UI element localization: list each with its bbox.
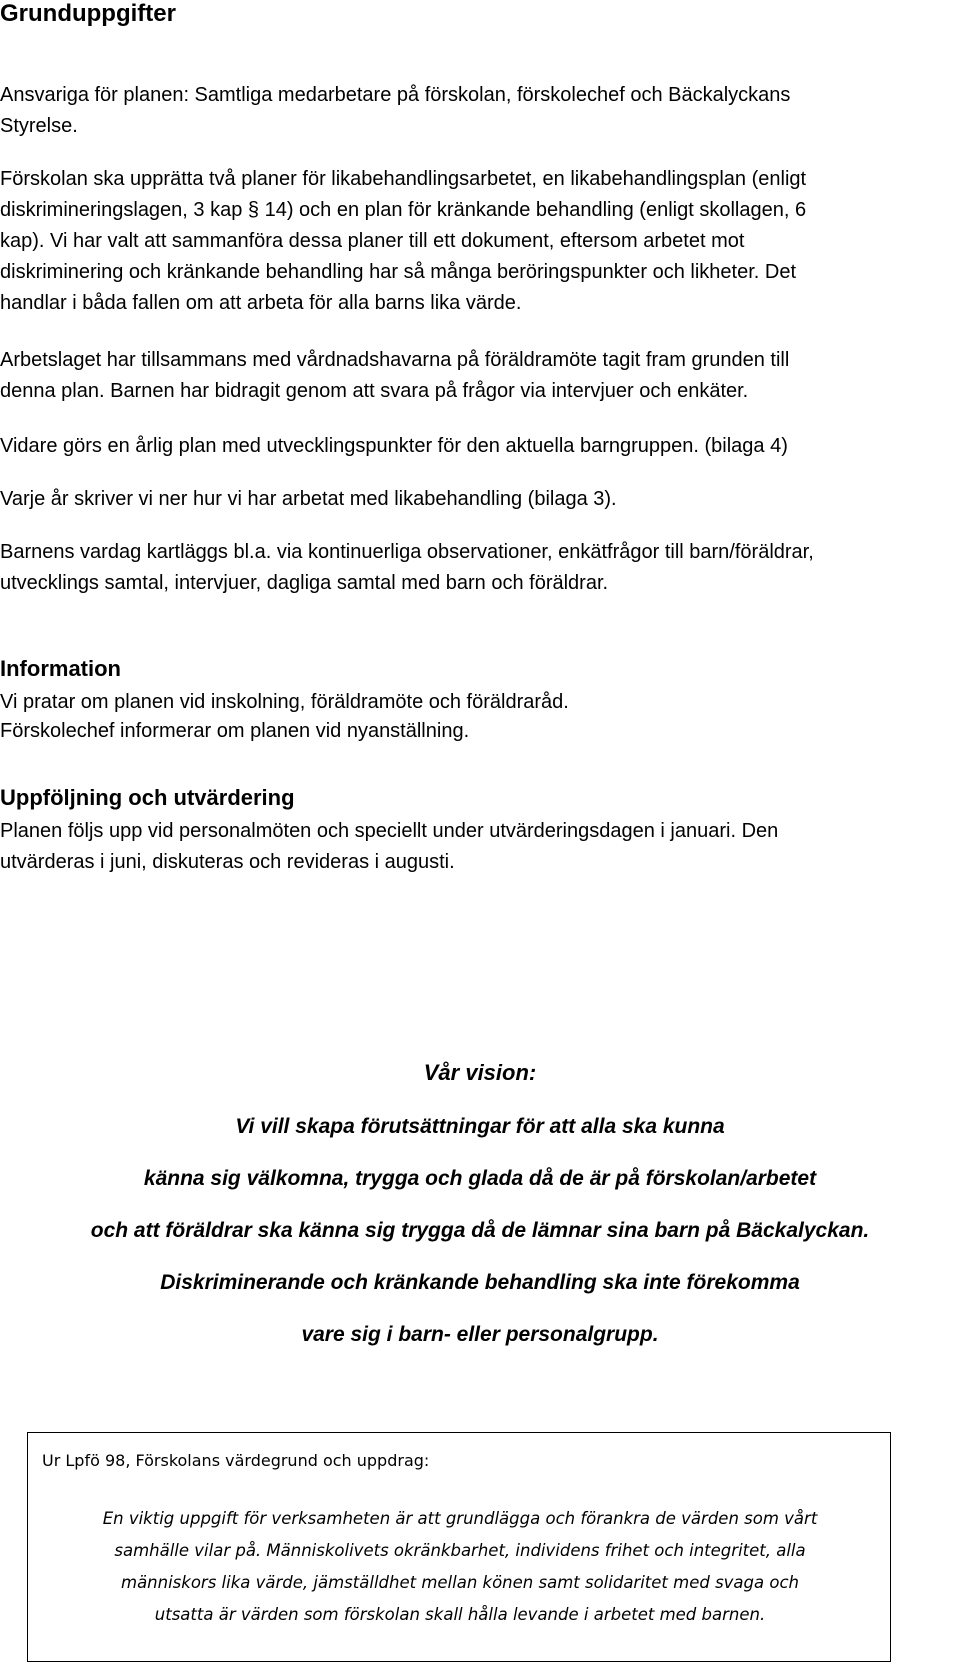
text-line: utvärderas i juni, diskuteras och revideras i augusti. [0, 851, 455, 873]
text-line: handlar i båda fallen om att arbeta för alla barns lika värde. [0, 292, 522, 314]
text-line: Planen följs upp vid personalmöten och speciellt under utvärderingsdagen i januari. Den [0, 820, 779, 842]
text-line: diskrimineringslagen, 3 kap § 14) och en plan för kränkande behandling (enligt skollagen, 6 [0, 199, 807, 221]
quote-title: Ur Lpfö 98, Förskolans värdegrund och uppdrag: [42, 1451, 430, 1470]
text-line: Styrelse. [0, 115, 78, 137]
yearly-report-paragraph: Varje år skriver vi ner hur vi har arbetat med likabehandling (bilaga 3). [0, 488, 617, 510]
text-line: Ansvariga för planen: Samtliga medarbetare på förskolan, förskolechef och Bäckalyckans [0, 84, 791, 106]
vision-title: Vår vision: [423, 1060, 537, 1085]
text-line: Förskolan ska upprätta två planer för likabehandlingsarbetet, en likabehandlingsplan (enligt [0, 168, 807, 190]
uppfoljning-heading: Uppföljning och utvärdering [0, 785, 295, 810]
text-line: utvecklings samtal, intervjuer, dagliga samtal med barn och föräldrar. [0, 572, 609, 594]
text-line: diskriminering och kränkande behandling har så många beröringspunkter och likheter. Det [0, 261, 797, 283]
text-line: Förskolechef informerar om planen vid nyanställning. [0, 720, 470, 742]
vision-line: känna sig välkomna, trygga och glada då de är på förskolan/arbetet [143, 1167, 817, 1190]
text-line: Barnens vardag kartläggs bl.a. via kontinuerliga observationer, enkätfrågor till barn/föräldrar, [0, 541, 814, 563]
vision-line: Vi vill skapa förutsättningar för att alla ska kunna [235, 1115, 725, 1138]
information-heading: Information [0, 656, 121, 681]
vision-line: Diskriminerande och kränkande behandling ska inte förekomma [160, 1271, 800, 1294]
lpfo-quote-box [27, 1432, 891, 1662]
text-line: kap). Vi har valt att sammanföra dessa planer till ett dokument, eftersom arbetet mot [0, 230, 745, 252]
quote-line: utsatta är värden som förskolan skall hålla levande i arbetet med barnen. [154, 1605, 766, 1624]
annual-plan-paragraph: Vidare görs en årlig plan med utvecklingspunkter för den aktuella barngruppen. (bilaga 4) [0, 435, 788, 457]
text-line: denna plan. Barnen har bidragit genom att svara på frågor via intervjuer och enkäter. [0, 380, 749, 402]
quote-line: människors lika värde, jämställdhet mellan könen samt solidaritet med svaga och [121, 1573, 799, 1592]
text-line: Vi pratar om planen vid inskolning, föräldramöte och föräldraråd. [0, 691, 569, 713]
vision-line: och att föräldrar ska känna sig trygga då de lämnar sina barn på Bäckalyckan. [90, 1219, 870, 1242]
vision-line: vare sig i barn- eller personalgrupp. [301, 1323, 659, 1346]
page-title: Grunduppgifter [0, 0, 176, 27]
quote-line: samhälle vilar på. Människolivets okränkbarhet, individens frihet och integritet, alla [114, 1541, 806, 1560]
text-line: Arbetslaget har tillsammans med vårdnadshavarna på föräldramöte tagit fram grunden till [0, 349, 790, 371]
quote-line: En viktig uppgift för verksamheten är att grundlägga och förankra de värden som vårt [102, 1509, 818, 1528]
